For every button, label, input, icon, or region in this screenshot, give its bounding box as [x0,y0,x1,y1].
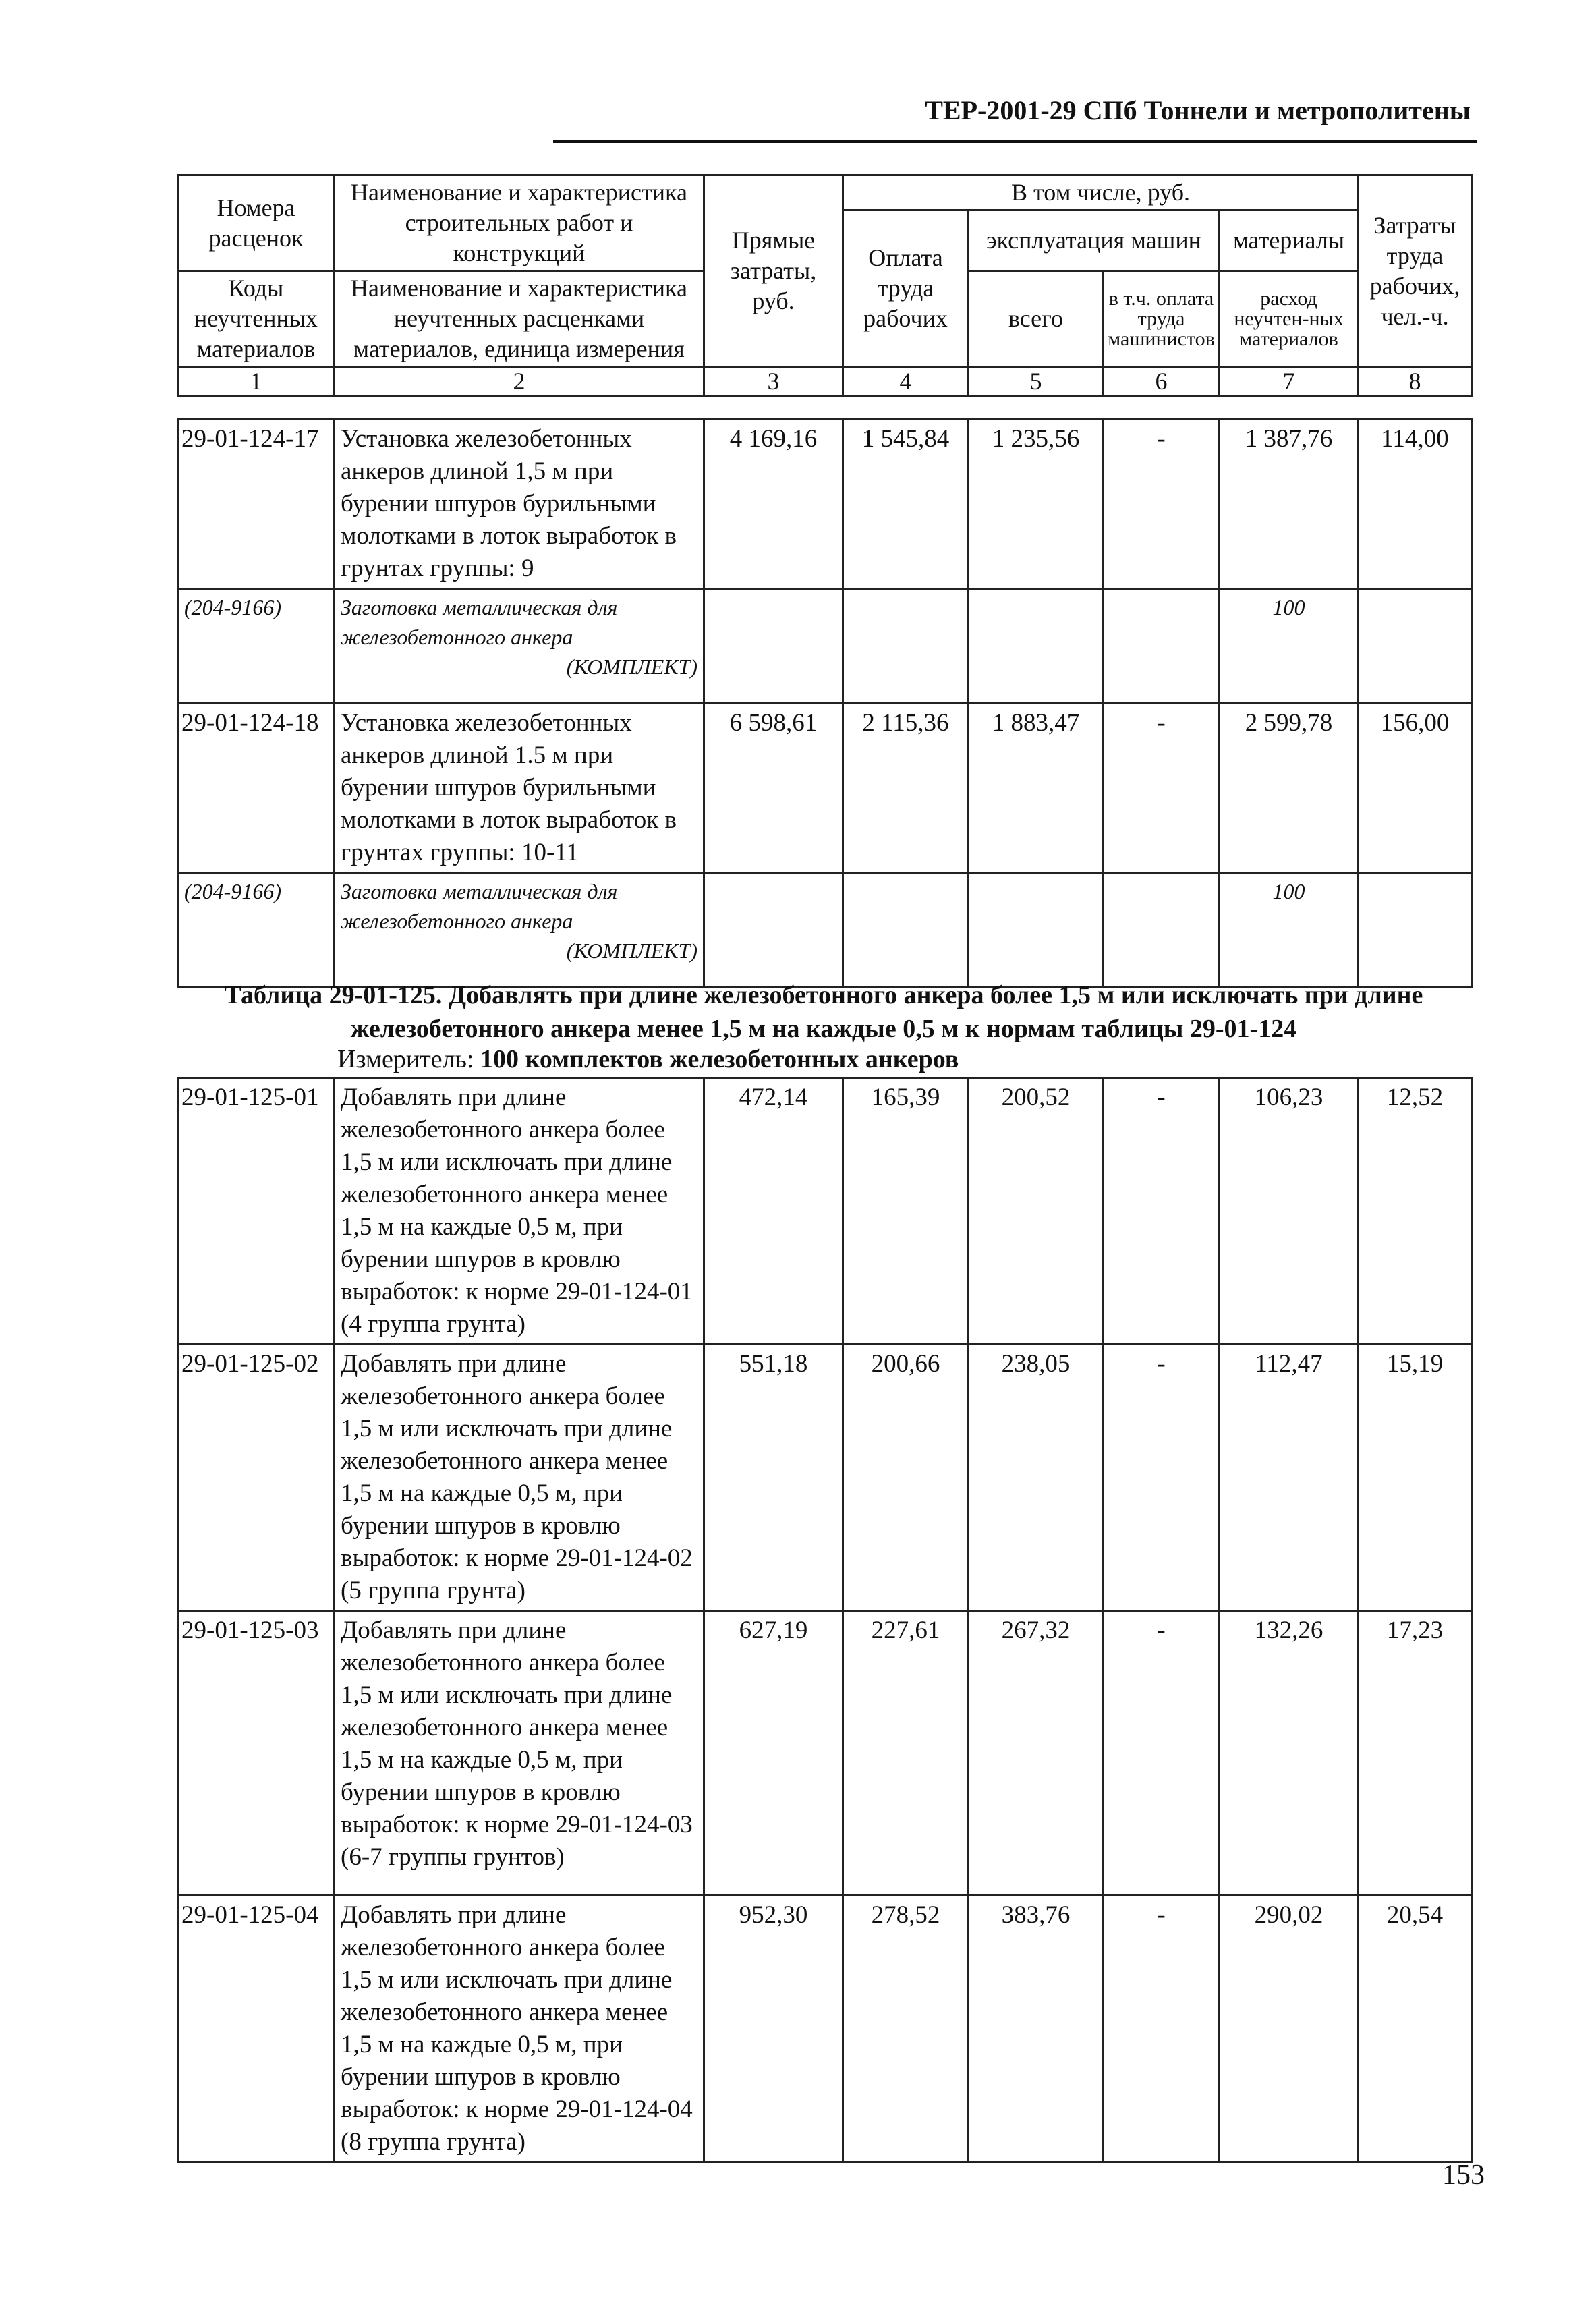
col-number: 1 [178,367,335,396]
machines-total-value: 200,52 [969,1078,1104,1345]
materials-group-header: материалы [1220,210,1359,271]
machines-total-value: 1 883,47 [969,704,1104,873]
col-number: 7 [1220,367,1359,396]
operators-pay-value: - [1104,1345,1220,1611]
operators-pay-value: - [1104,1896,1220,2162]
machines-total-value: 238,05 [969,1345,1104,1611]
direct-costs-value: 551,18 [704,1345,843,1611]
col-operators-pay-header: в т.ч. оплата труда машинистов [1104,271,1220,367]
machines-total-value: 1 235,56 [969,420,1104,589]
material-row [178,589,1472,704]
labor-pay-value: 1 545,84 [843,420,969,589]
col-number: 8 [1359,367,1472,396]
direct-costs-value: 952,30 [704,1896,843,2162]
labor-hours-value: 156,00 [1359,704,1472,873]
rate-description: Добавлять при длине железобетонного анкера более 1,5 м или исключать при длине железобетонного анкера менее 1,5 м на каждые 0,5 м, при бурении шпуров в кровлю выработок: к норме 29-01-124-01 (4 группа грунта) [335,1078,704,1345]
material-code: (204-9166) [178,589,335,704]
col-rate-number-header: Номера расценок [178,175,335,271]
material-row [178,873,1472,988]
table-title: Таблица 29-01-125. Добавлять при длине железобетонного анкера более 1,5 м или исключать при длине железобетонного анкера менее 1,5 м на каждые 0,5 м к нормам таблицы 29-01-124 [224,981,1423,1043]
col-labor-hours-header: Затраты труда рабочих, чел.-ч. [1359,175,1472,367]
col-machines-total-header: всего [969,271,1104,367]
operators-pay-value: - [1104,420,1220,589]
labor-hours-value: 12,52 [1359,1078,1472,1345]
rate-code: 29-01-125-01 [178,1078,335,1345]
material-quantity: 100 [1220,873,1359,988]
rate-description: Установка железобетонных анкеров длиной 1.5 м при бурении шпуров бурильными молотками в лоток выработок в грунтах группы: 10-11 [335,704,704,873]
table-row [178,1078,1472,1345]
material-quantity: 100 [1220,589,1359,704]
operators-pay-value: - [1104,704,1220,873]
col-labor-pay-header: Оплата труда рабочих [843,210,969,367]
labor-hours-value: 15,19 [1359,1345,1472,1611]
material-name: Заготовка металлическая для железобетонного анкера [341,595,618,649]
rate-description: Добавлять при длине железобетонного анкера более 1,5 м или исключать при длине железобетонного анкера менее 1,5 м на каждые 0,5 м, при бурении шпуров в кровлю выработок: к норме 29-01-124-04 (8 группа грунта) [335,1896,704,2162]
column-header-table [177,174,1473,397]
labor-pay-value: 278,52 [843,1896,969,2162]
labor-hours-value: 114,00 [1359,420,1472,589]
direct-costs-value: 6 598,61 [704,704,843,873]
rate-description: Добавлять при длине железобетонного анкера более 1,5 м или исключать при длине железобетонного анкера менее 1,5 м на каждые 0,5 м, при бурении шпуров в кровлю выработок: к норме 29-01-124-03 (6-7 группы грунтов) [335,1611,704,1896]
material-code: (204-9166) [178,873,335,988]
col-number: 5 [969,367,1104,396]
materials-value: 2 599,78 [1220,704,1359,873]
rate-code: 29-01-125-03 [178,1611,335,1896]
rate-description: Добавлять при длине железобетонного анкера более 1,5 м или исключать при длине железобетонного анкера менее 1,5 м на каждые 0,5 м, при бурении шпуров в кровлю выработок: к норме 29-01-124-02 (5 группа грунта) [335,1345,704,1611]
col-unaccounted-materials-header: расход неучтен-ных материалов [1220,271,1359,367]
material-name: Заготовка металлическая для железобетонного анкера [341,879,618,933]
col-direct-costs-header: Прямые затраты, руб. [704,175,843,367]
machines-total-value: 267,32 [969,1611,1104,1896]
rates-table-125 [177,1077,1473,2163]
page-header [553,94,1477,143]
document-title: ТЕР-2001-29 СПб Тоннели и метрополитены [925,95,1471,125]
direct-costs-value: 472,14 [704,1078,843,1345]
rate-code: 29-01-125-02 [178,1345,335,1611]
direct-costs-value: 627,19 [704,1611,843,1896]
table-row [178,1896,1472,2162]
col-work-name-header: Наименование и характеристика строительных работ и конструкций [335,175,704,271]
operators-pay-value: - [1104,1078,1220,1345]
machines-total-value: 383,76 [969,1896,1104,2162]
labor-hours-value: 17,23 [1359,1611,1472,1896]
materials-value: 106,23 [1220,1078,1359,1345]
table-row [178,704,1472,873]
col-material-names-header: Наименование и характеристика неучтенных расценками материалов, единица измерения [335,271,704,367]
rate-code: 29-01-124-18 [178,704,335,873]
rate-code: 29-01-124-17 [178,420,335,589]
measure-label: Измеритель: [337,1045,474,1073]
col-number: 4 [843,367,969,396]
table-row [178,1345,1472,1611]
machines-group-header: эксплуатация машин [969,210,1220,271]
labor-pay-value: 165,39 [843,1078,969,1345]
table-row [178,1611,1472,1896]
direct-costs-value: 4 169,16 [704,420,843,589]
materials-value: 290,02 [1220,1896,1359,2162]
operators-pay-value: - [1104,1611,1220,1896]
labor-pay-value: 227,61 [843,1611,969,1896]
material-unit: (КОМПЛЕКТ) [566,938,697,963]
rate-code: 29-01-125-04 [178,1896,335,2162]
measure-value: 100 комплектов железобетонных анкеров [480,1045,959,1073]
labor-pay-value: 200,66 [843,1345,969,1611]
materials-value: 112,47 [1220,1345,1359,1611]
col-number: 3 [704,367,843,396]
material-description [335,873,704,988]
labor-pay-value: 2 115,36 [843,704,969,873]
table-row [178,420,1472,589]
group-including-header: В том числе, руб. [843,175,1359,210]
material-description [335,589,704,704]
col-number: 2 [335,367,704,396]
materials-value: 1 387,76 [1220,420,1359,589]
materials-value: 132,26 [1220,1611,1359,1896]
rates-table-124 [177,418,1473,988]
col-number: 6 [1104,367,1220,396]
col-material-codes-header: Коды неучтенных материалов [178,271,335,367]
page-number: 153 [1442,2160,1485,2191]
rate-description: Установка железобетонных анкеров длиной 1,5 м при бурении шпуров бурильными молотками в лоток выработок в грунтах группы: 9 [335,420,704,589]
table-measure [337,1044,959,1074]
material-unit: (КОМПЛЕКТ) [566,654,697,679]
labor-hours-value: 20,54 [1359,1896,1472,2162]
